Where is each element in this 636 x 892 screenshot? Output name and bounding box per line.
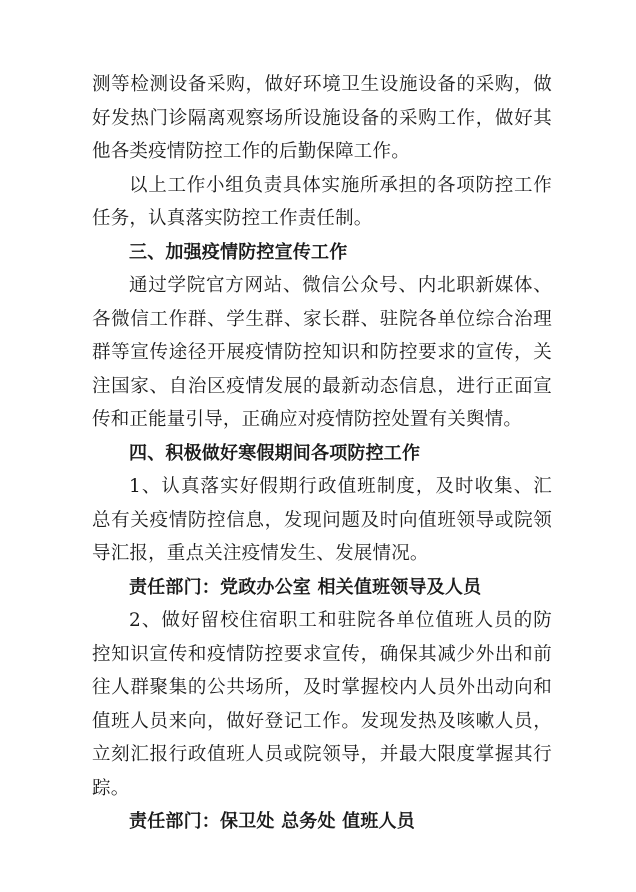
- section-heading-winter-break: 四、积极做好寒假期间各项防控工作: [129, 442, 421, 464]
- paragraph-on-campus-staff: 2、做好留校住宿职工和驻院各单位值班人员的防控知识宣传和疫情防控要求宣传，确保其减少外出和前往人群聚集的公共场所，及时掌握校内人员外出动向和值班人员来向，做好登记工作。发现发热及咳嗽人员，立刻汇报行政值班人员或院领导，并最大限度掌握其行踪。: [92, 610, 552, 799]
- paragraph-publicity-channels: 通过学院官方网站、微信公众号、内北职新媒体、各微信工作群、学生群、家长群、驻院各单位综合治理群等宣传途径开展疫情防控知识和防控要求的宣传，关注国家、自治区疫情发展的最新动态信息，进行正面宣传和正能量引导，正确应对疫情防控处置有关舆情。: [92, 275, 552, 430]
- responsible-department-office: 责任部门：党政办公室 相关值班领导及人员: [129, 576, 482, 598]
- paragraph-working-group-duties: 以上工作小组负责具体实施所承担的各项防控工作任务，认真落实防控工作责任制。: [92, 174, 552, 229]
- paragraph-duty-system: 1、认真落实好假期行政值班制度，及时收集、汇总有关疫情防控信息，发现问题及时向值班领导或院领导汇报，重点关注疫情发生、发展情况。: [92, 476, 552, 564]
- section-heading-publicity: 三、加强疫情防控宣传工作: [129, 241, 348, 263]
- paragraph-logistics-continued: 测等检测设备采购，做好环境卫生设施设备的采购，做好发热门诊隔离观察场所设施设备的采购工作，做好其他各类疫情防控工作的后勤保障工作。: [92, 74, 552, 162]
- responsible-department-security: 责任部门：保卫处 总务处 值班人员: [129, 811, 415, 832]
- document-body: [92, 68, 552, 839]
